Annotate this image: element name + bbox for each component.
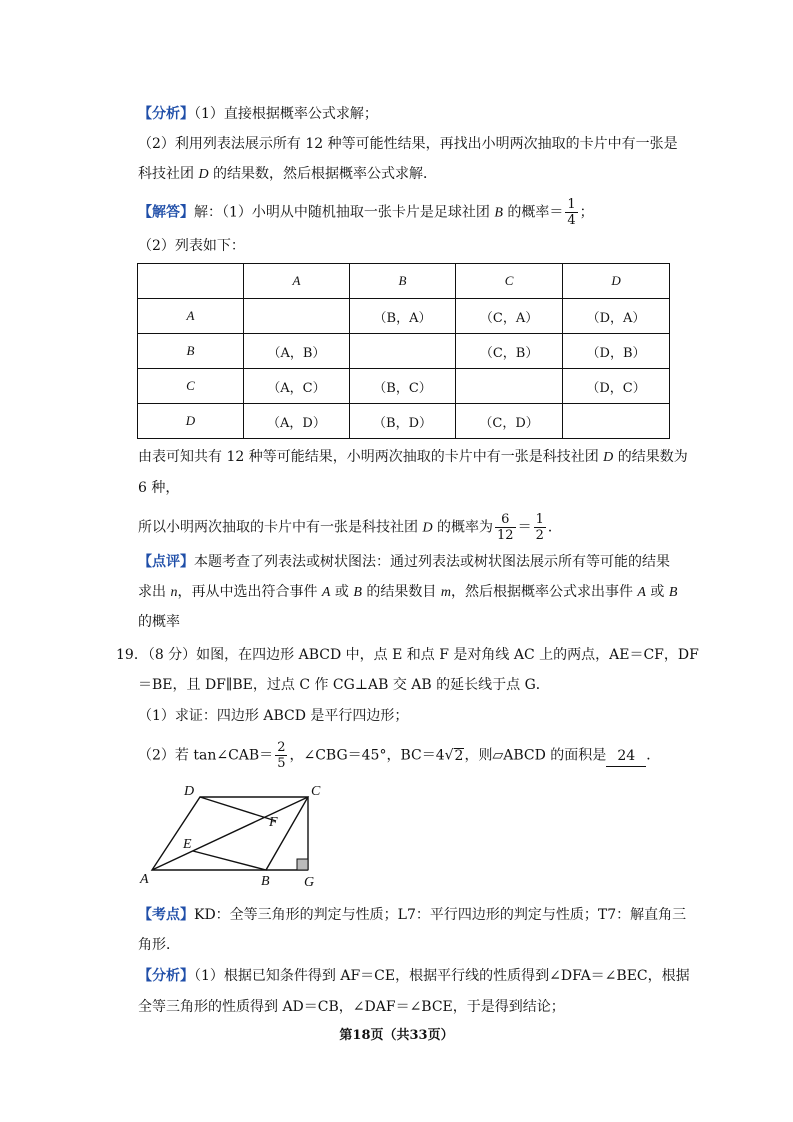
- label-f: F: [269, 815, 278, 830]
- analysis-line-2: （2）利用列表法展示所有 12 种等可能性结果，再找出小明两次抽取的卡片中有一张是: [138, 136, 678, 152]
- table-cell: （B，D）: [349, 404, 455, 439]
- question-19-line-1: 19．（8 分）如图，在四边形 ABCD 中，点 E 和点 F 是对角线 AC 上的两点，AE＝CF，DF: [116, 647, 699, 663]
- table-cell: B: [138, 334, 244, 369]
- table-cell: （A，B）: [244, 334, 350, 369]
- fraction-6-12: $\frac{6}{12}$: [497, 512, 514, 543]
- solution-line-2: （2）列表如下：: [138, 238, 245, 254]
- table-cell: [456, 369, 563, 404]
- question-19-part-1: （1）求证：四边形 ABCD 是平行四边形；: [138, 708, 409, 724]
- conclusion-line-2: 6 种，: [138, 480, 180, 496]
- table-cell: B: [349, 264, 455, 299]
- analysis-tag: 【分析】: [138, 106, 194, 122]
- table-cell: C: [138, 369, 244, 404]
- fraction-2-5: $\frac{2}{5}$: [277, 740, 286, 771]
- right-angle-marker: [297, 859, 308, 870]
- kaodian-tag: 【考点】: [138, 907, 194, 923]
- solution-tag: 【解答】: [138, 204, 194, 221]
- comment-line-1: 【点评】本题考查了列表法或树状图法：通过列表法或树状图法展示所有等可能的结果: [138, 554, 670, 570]
- table-cell: [138, 264, 244, 299]
- table-cell: （B，A）: [349, 299, 455, 334]
- table-row: [138, 404, 670, 439]
- conclusion-line-3: 所以小明两次抽取的卡片中有一张是科技社团 D 的概率为 $\frac{6}{12}$ ＝ $\frac{1}{2}$ ．: [138, 512, 562, 543]
- table-cell: （A，D）: [244, 404, 350, 439]
- table-cell: [563, 404, 670, 439]
- table-cell: （D，A）: [563, 299, 670, 334]
- table-cell: [244, 299, 350, 334]
- table-cell: （A，C）: [244, 369, 350, 404]
- table-cell: （C，B）: [456, 334, 563, 369]
- label-e: E: [183, 837, 192, 852]
- analysis2-line-2: 全等三角形的性质得到 AD＝CB，∠DAF＝∠BCE，于是得到结论；: [138, 999, 565, 1015]
- answer-blank: 24: [606, 746, 646, 767]
- label-d: D: [184, 784, 195, 799]
- table-cell: D: [138, 404, 244, 439]
- analysis2-tag: 【分析】: [138, 968, 194, 984]
- comment-line-2: 求出 n，再从中选出符合事件 A 或 B 的结果数目 m，然后根据概率公式求出事件 A 或 B: [138, 584, 678, 600]
- label-a: A: [140, 872, 149, 887]
- table-cell: （D，C）: [563, 369, 670, 404]
- label-g: G: [304, 875, 315, 890]
- question-19-part-2: （2）若 tan∠CAB＝ $\frac{2}{5}$ ，∠CBG＝45°，BC＝4√2，则▱ABCD 的面积是 24 ．: [138, 740, 661, 771]
- table-cell: A: [138, 299, 244, 334]
- kaodian-line-1: 【考点】KD：全等三角形的判定与性质；L7：平行四边形的判定与性质；T7：解直角三: [138, 907, 687, 923]
- page-footer: 第18页（共33页）: [339, 1028, 454, 1043]
- table-row: [138, 334, 670, 369]
- table-cell: D: [563, 264, 670, 299]
- analysis-line-1: 【分析】（1）直接根据概率公式求解；: [138, 106, 378, 122]
- analysis-line-3: 科技社团 D 的结果数，然后根据概率公式求解．: [138, 166, 438, 182]
- fraction-one-quarter: $\frac{1}{4}$: [567, 197, 576, 228]
- kaodian-line-2: 角形．: [138, 937, 180, 953]
- table-row: [138, 299, 670, 334]
- label-b: B: [261, 874, 270, 889]
- segment-df: [200, 797, 276, 821]
- fraction-1-2: $\frac{1}{2}$: [535, 512, 544, 543]
- conclusion-line-1: 由表可知共有 12 种等可能结果，小明两次抽取的卡片中有一张是科技社团 D 的结果数为: [138, 449, 688, 465]
- sqrt-symbol: √: [444, 747, 454, 764]
- table-row: [138, 369, 670, 404]
- table-cell: C: [456, 264, 563, 299]
- table-header-row: [138, 264, 670, 299]
- parallelogram-figure: [130, 775, 330, 895]
- table-cell: A: [244, 264, 350, 299]
- segment-eb: [193, 851, 266, 870]
- table-cell: （C，D）: [456, 404, 563, 439]
- solution-line-1: 【解答】解：（1）小明从中随机抽取一张卡片是足球社团 B 的概率＝ $\frac{1}{4}$ ；: [138, 197, 594, 228]
- table-cell: （B，C）: [349, 369, 455, 404]
- comment-line-3: 的概率: [138, 614, 180, 630]
- comment-tag: 【点评】: [138, 554, 194, 570]
- table-cell: [349, 334, 455, 369]
- outcome-table: [137, 263, 670, 439]
- question-19-line-2: ＝BE，且 DF∥BE，过点 C 作 CG⊥AB 交 AB 的延长线于点 G．: [138, 677, 550, 693]
- table-cell: （C，A）: [456, 299, 563, 334]
- label-c: C: [311, 784, 321, 799]
- sqrt-argument: 2: [454, 747, 464, 764]
- table-cell: （D，B）: [563, 334, 670, 369]
- analysis2-line-1: 【分析】（1）根据已知条件得到 AF＝CE，根据平行线的性质得到∠DFA＝∠BEC，根据: [138, 968, 690, 984]
